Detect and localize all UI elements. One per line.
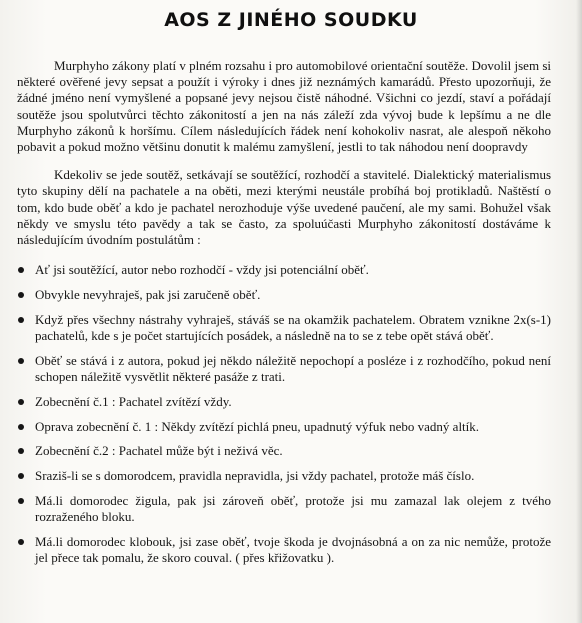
list-item-text: Sraziš-li se s domorodcem, pravidla nepravidla, jsi vždy pachatel, protože máš číslo.	[35, 468, 475, 484]
bullet-icon	[18, 267, 24, 273]
list-item	[17, 443, 551, 459]
list-item	[17, 468, 551, 484]
document-body	[17, 58, 551, 575]
postulate-list	[17, 262, 551, 566]
list-item-text: Oběť se stává i z autora, pokud jej někdo náležitě nepochopí a posléze i z rozhodčího, pokud není schopen náležitě vysvětlit některé pasáže z trati.	[35, 352, 551, 385]
document-title: AOS Z JINÉHO SOUDKU	[164, 9, 418, 31]
page-edge-shadow	[576, 0, 582, 623]
bullet-icon	[18, 358, 24, 364]
intro-paragraph: Murphyho zákony platí v plném rozsahu i pro automobilové orientační soutěže. Dovolil jsem si některé ověřené jevy sepsat a použít i výroky i dnes již neznámých kamarádů. Přesto upozorňuji, že žádné jméno není vymyšlené a popsané jevy nejsou čistě náhodné. Všichni co jezdí, staví a pořádají soutěže jsou spolutvůrci těchto zákonitostí a jen na nás záleží zda vývoj bude k lepšímu a ne dle Murphyho zákonů k horšímu. Cílem následujících řádek není kohokoliv nasrat, ale alespoň někoho pobavit a pokud možno většinu donutit k malému zamyšlení, jestli to tak náhodou není doopravdy	[17, 58, 551, 155]
list-item-text: Obvykle nevyhraješ, pak jsi zaručeně oběť.	[35, 287, 261, 303]
list-item-text: Má.li domorodec žigula, pak jsi zároveň oběť, protože jsi mu zamazal lak olejem z tvého rozraženého bloku.	[35, 493, 551, 525]
bullet-icon	[18, 424, 24, 430]
list-item	[17, 262, 551, 278]
list-item	[17, 419, 551, 435]
list-item-text: Když přes všechny nástrahy vyhraješ, stáváš se na okamžik pachatelem. Obratem vznikne 2x(s-1) pachatelů, kde s je počet startujících posádek, a následně na to se z tebe opět stává oběť.	[35, 311, 551, 344]
list-item-text: Má.li domorodec klobouk, jsi zase oběť, tvoje škoda je dvojnásobná a on za nic nemůže, protože jel přece tak pomalu, že skoro couval. ( přes křižovatku ).	[35, 534, 551, 566]
bullet-icon	[18, 539, 24, 545]
list-item	[17, 493, 551, 525]
bullet-icon	[18, 473, 24, 479]
bullet-icon	[18, 399, 24, 405]
list-item	[17, 534, 551, 566]
list-item-text: Zobecnění č.1 : Pachatel zvítězí vždy.	[35, 393, 232, 409]
bullet-icon	[18, 498, 24, 504]
list-item-text: Zobecnění č.2 : Pachatel může být i neživá věc.	[35, 443, 283, 459]
list-item-text: Oprava zobecnění č. 1 : Někdy zvítězí pichlá pneu, upadnutý výfuk nebo vadný altík.	[35, 418, 480, 434]
bullet-icon	[18, 292, 24, 298]
list-item	[17, 287, 551, 303]
list-item	[17, 353, 551, 385]
list-item	[17, 394, 551, 410]
list-item	[17, 312, 551, 344]
list-item-text: Ať jsi soutěžící, autor nebo rozhodčí - vždy jsi potenciální oběť.	[35, 262, 369, 278]
bullet-icon	[18, 317, 24, 323]
context-paragraph: Kdekoliv se jede soutěž, setkávají se soutěžící, rozhodčí a stavitelé. Dialektický materialismus tyto skupiny dělí na pachatele a na oběti, mezi kterými neustále probíhá boj protikladů. Naštěstí o tom, kdo bude oběť a kdo je pachatel nerozhoduje výše uvedené paučení, ale my sami. Bohužel však někdy ve smyslu této pavědy a tak se často, za spoluúčasti Murphyho zákonitostí dostáváme k následujícím úvodním postulátům :	[17, 167, 551, 248]
bullet-icon	[18, 448, 24, 454]
